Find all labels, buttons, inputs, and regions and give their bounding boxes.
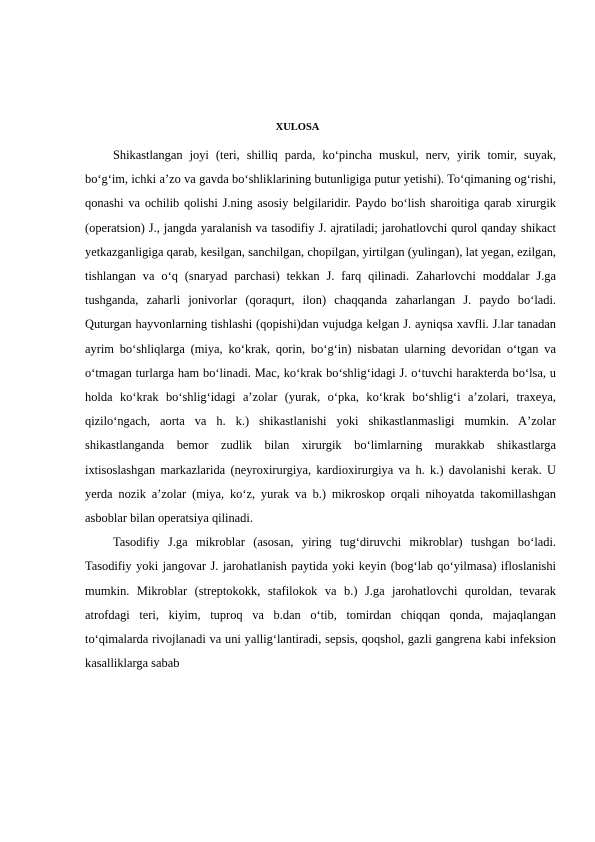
document-body <box>85 143 556 675</box>
paragraph-2: Tasodifiy J.ga mikroblar (asosan, yiring tugʻdiruvchi mikroblar) tushgan boʻladi. Tasodifiy yoki jangovar J. jarohatlanish paytida yoki keyin (bogʻlab qoʻyilmasa) ifloslanishi mumkin. Mikroblar (streptokokk, stafilokok va b.) J.ga jarohatlovchi quroldan, tevarak atrofdagi teri, kiyim, tuproq va b.dan oʻtib, tomirdan chiqqan qonda, majaqlangan toʻqimalarda rivojlanadi va uni yalligʻlantiradi, sepsis, qoqshol, gazli gangrena kabi infeksion kasalliklarga sabab <box>85 535 556 671</box>
document-title: XULOSA <box>275 122 320 133</box>
paragraph-1: Shikastlangan joyi (teri, shilliq parda, koʻpincha muskul, nerv, yirik tomir, suyak, boʻgʻim, ichki aʼzo va gavda boʻshliklarining butunligiga putur yetishi). Toʻqimaning ogʻrishi, qonashi va ochilib qolishi J.ning asosiy belgilaridir. Paydo boʻlish sharoitiga qarab xirurgik (operatsion) J., jangda yaralanish va tasodifiy J. ajratiladi; jarohatlovchi qurol qanday shikact yetkazganligiga qarab, kesilgan, sanchilgan, chopilgan, yirtilgan (yulingan), lat yegan, ezilgan, tishlangan va oʻq (snaryad parchasi) tekkan J. farq qilinadi. Zaharlovchi moddalar J.ga tushganda, zaharli jonivorlar (qoraqurt, ilon) chaqqanda zaharlangan J. paydo boʻladi. Quturgan hayvonlarning tishlashi (qopishi)dan vujudga kelgan J. ayniqsa xavfli. J.lar tanadan ayrim boʻshliqlarga (miya, koʻkrak, qorin, boʻgʻin) nisbatan ularning devoridan oʻtgan va oʻtmagan turlarga ham boʻlinadi. Mac, koʻkrak boʻshligʻidagi J. oʻtuvchi harakterda boʻlsa, u holda koʻkrak boʻshligʻidagi aʼzolar (yurak, oʻpka, koʻkrak boʻshligʻi aʼzolari, traxeya, qiziloʻngach, aorta va h. k.) shikastlanishi yoki shikastlanmasligi mumkin. Aʼzolar shikastlanganda bemor zudlik bilan xirurgik boʻlimlarning murakkab shikastlarga ixtisoslashgan markazlarida (neyroxirurgiya, kardioxirurgiya va h. k.) davolanishi kerak. U yerda nozik aʼzolar (miya, koʻz, yurak va b.) mikroskop orqali nihoyatda takomillashgan asboblar bilan operatsiya qilinadi. <box>85 148 556 526</box>
